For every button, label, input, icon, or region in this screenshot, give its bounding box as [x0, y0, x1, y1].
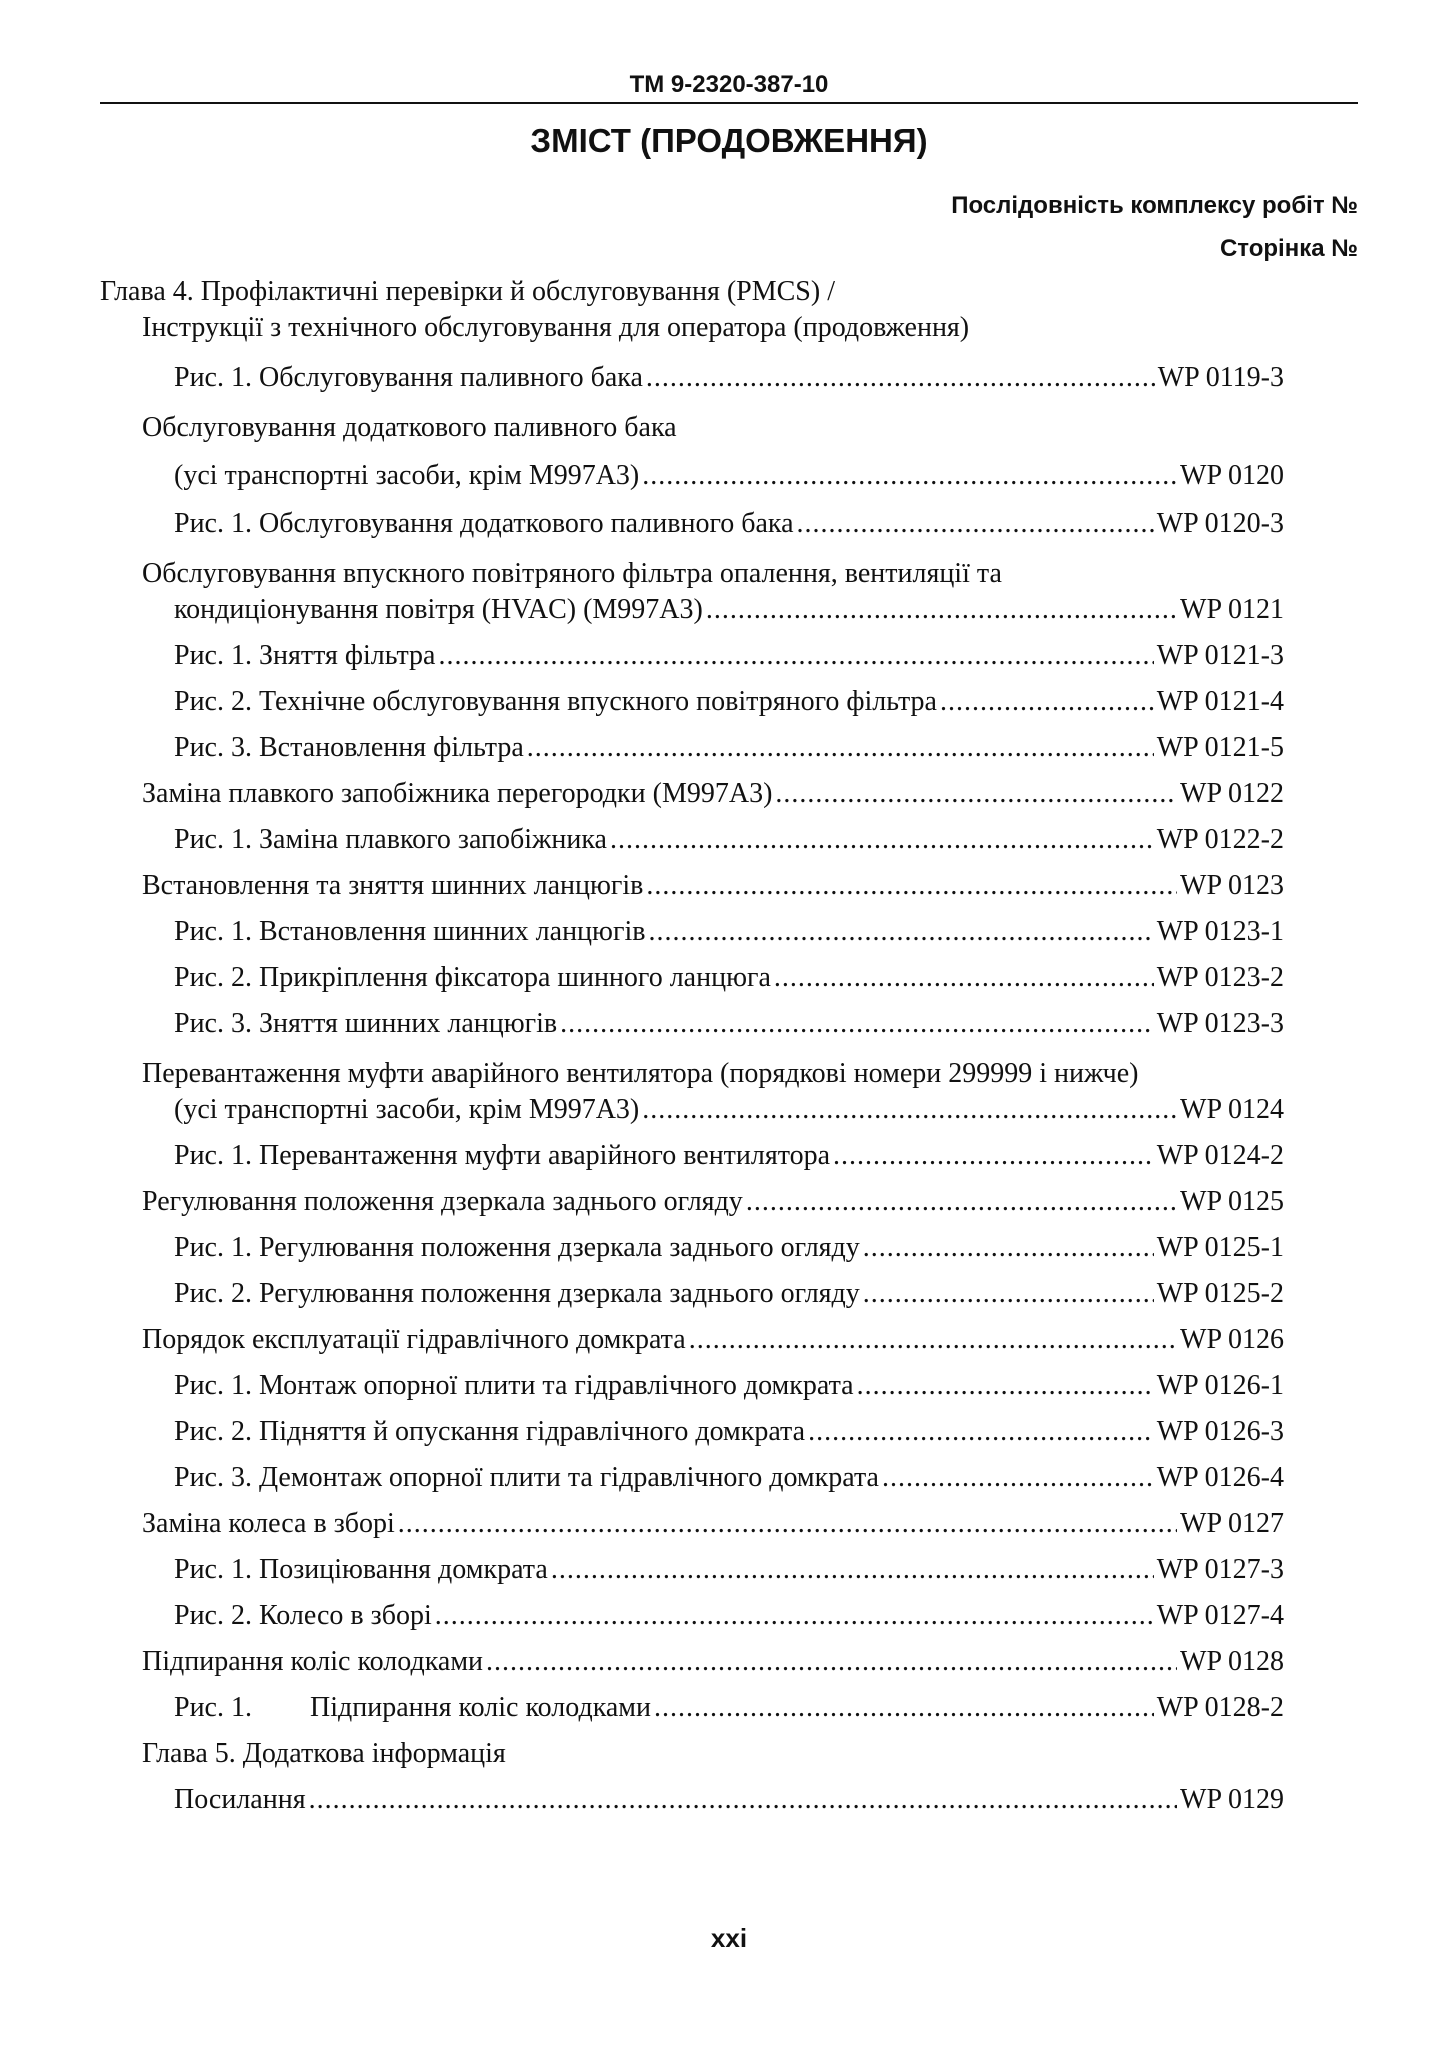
- toc-entry-page: WP 0122: [1180, 778, 1284, 809]
- dot-leader: [940, 684, 1154, 720]
- toc-entry-page: WP 0119-3: [1157, 362, 1284, 393]
- chapter-subheading: Інструкції з технічного обслуговування для оператора (продовження): [142, 312, 970, 343]
- figure-number: Рис. 1.: [174, 1692, 252, 1723]
- toc-entry-page: WP 0126-4: [1156, 1462, 1284, 1493]
- toc-entry[interactable]: [142, 868, 1284, 904]
- toc-entry-title: [174, 1690, 651, 1726]
- chapter-heading: Глава 5. Додаткова інформація: [142, 1738, 506, 1769]
- toc-entry-page: WP 0123-2: [1156, 962, 1284, 993]
- toc-entry[interactable]: [174, 1230, 1284, 1266]
- toc-entry-page: WP 0123-3: [1156, 1008, 1284, 1039]
- toc-entry[interactable]: [142, 1644, 1284, 1680]
- toc-entry-title: Посилання: [174, 1784, 306, 1815]
- toc-entry-page: WP 0127-4: [1156, 1600, 1284, 1631]
- toc-entry[interactable]: [174, 1460, 1284, 1496]
- toc-entry[interactable]: [174, 1006, 1284, 1042]
- toc-entry-title: Рис. 3. Зняття шинних ланцюгів: [174, 1008, 558, 1039]
- toc-entry-page: WP 0125: [1180, 1186, 1284, 1217]
- toc-entry[interactable]: [142, 776, 1284, 812]
- dot-leader: [486, 1644, 1177, 1680]
- toc-entry-title: Рис. 2. Колесо в зборі: [174, 1600, 432, 1631]
- toc-entry-page: WP 0126-1: [1156, 1370, 1284, 1401]
- dot-leader: [646, 868, 1177, 904]
- toc-entry[interactable]: [174, 730, 1284, 766]
- toc-entry-page: WP 0125-2: [1156, 1278, 1284, 1309]
- toc-entry[interactable]: [174, 1598, 1284, 1634]
- toc-entry-title: Рис. 2. Підняття й опускання гідравлічного домкрата: [174, 1416, 806, 1447]
- dot-leader: [654, 1690, 1154, 1726]
- toc-entry-title: Заміна колеса в зборі: [142, 1508, 395, 1539]
- dot-leader: [689, 1322, 1177, 1358]
- toc-entry-title: Рис. 1. Перевантаження муфти аварійного вентилятора: [174, 1140, 831, 1171]
- toc-section-title: Обслуговування додаткового паливного бака: [142, 412, 677, 443]
- dot-leader: [863, 1276, 1154, 1312]
- document-number: TM 9-2320-387-10: [629, 71, 829, 98]
- page-number: xxi: [710, 1923, 748, 1953]
- toc-entry[interactable]: [174, 592, 1284, 628]
- dot-leader: [863, 1230, 1154, 1266]
- dot-leader: [857, 1368, 1154, 1404]
- toc-entry[interactable]: [142, 1506, 1284, 1542]
- toc-entry-page: WP 0126: [1180, 1324, 1284, 1355]
- toc-entry-page: WP 0127: [1180, 1508, 1284, 1539]
- toc-entry-title: (усі транспортні засоби, крім M997A3): [174, 460, 640, 491]
- toc-entry-page: WP 0124: [1180, 1094, 1284, 1125]
- toc-entry[interactable]: [174, 1368, 1284, 1404]
- toc-entry-title: Рис. 2. Технічне обслуговування впускного повітряного фільтра: [174, 686, 937, 717]
- dot-leader: [774, 960, 1154, 996]
- toc-entry-title: Рис. 1. Позиціювання домкрата: [174, 1554, 548, 1585]
- chapter-heading: Глава 4. Профілактичні перевірки й обслуговування (PMCS) /: [100, 276, 835, 307]
- toc-entry-page: WP 0121-5: [1156, 732, 1284, 763]
- toc-entry-title: Рис. 1. Встановлення шинних ланцюгів: [174, 916, 646, 947]
- toc-entry-title: Рис. 3. Демонтаж опорної плити та гідравлічного домкрата: [174, 1462, 879, 1493]
- dot-leader: [438, 638, 1153, 674]
- toc-entry-title: Регулювання положення дзеркала заднього огляду: [142, 1186, 743, 1217]
- toc-entry-title: Рис. 1. Зняття фільтра: [174, 640, 436, 671]
- toc-entry[interactable]: [174, 1552, 1284, 1588]
- dot-leader: [610, 822, 1154, 858]
- toc-entry-page: WP 0124-2: [1156, 1140, 1284, 1171]
- toc-entry-page: WP 0126-3: [1156, 1416, 1284, 1447]
- header-rule: [100, 102, 1358, 104]
- column-header-sequence: Послідовність комплексу робіт №: [951, 192, 1358, 219]
- toc-entry-page: WP 0127-3: [1156, 1554, 1284, 1585]
- dot-leader: [833, 1138, 1154, 1174]
- figure-caption: Підпирання коліс колодками: [309, 1692, 652, 1723]
- toc-entry[interactable]: [174, 684, 1284, 720]
- toc-entry-page: WP 0128-2: [1156, 1692, 1284, 1723]
- toc-entry-title: Порядок експлуатації гідравлічного домкрата: [142, 1324, 686, 1355]
- dot-leader: [642, 1092, 1177, 1128]
- toc-entry-title: Рис. 1. Обслуговування додаткового паливного бака: [174, 508, 794, 539]
- column-header-page: Сторінка №: [1219, 235, 1358, 262]
- dot-leader: [560, 1006, 1154, 1042]
- toc-entry-page: WP 0121-4: [1156, 686, 1284, 717]
- dot-leader: [706, 592, 1177, 628]
- toc-entry-title: Рис. 1. Монтаж опорної плити та гідравлічного домкрата: [174, 1370, 854, 1401]
- toc-entry-title: Рис. 1. Заміна плавкого запобіжника: [174, 824, 607, 855]
- dot-leader: [646, 360, 1155, 396]
- dot-leader: [527, 730, 1154, 766]
- dot-leader: [435, 1598, 1154, 1634]
- toc-entry[interactable]: [174, 1092, 1284, 1128]
- toc-entry-title: Рис. 1. Регулювання положення дзеркала заднього огляду: [174, 1232, 860, 1263]
- dot-leader: [775, 776, 1177, 812]
- toc-entry[interactable]: [174, 1782, 1284, 1818]
- toc-entry[interactable]: [174, 1690, 1284, 1726]
- toc-entry[interactable]: [174, 960, 1284, 996]
- toc-entry-title: (усі транспортні засоби, крім M997A3): [174, 1094, 640, 1125]
- toc-entry[interactable]: [174, 1138, 1284, 1174]
- toc-entry-page: WP 0129: [1180, 1784, 1284, 1815]
- dot-leader: [642, 458, 1177, 494]
- toc-entry-page: WP 0128: [1180, 1646, 1284, 1677]
- dot-leader: [746, 1184, 1177, 1220]
- dot-leader: [882, 1460, 1154, 1496]
- toc-entry-page: WP 0123-1: [1156, 916, 1284, 947]
- toc-entry[interactable]: [174, 914, 1284, 950]
- toc-entry[interactable]: [142, 1184, 1284, 1220]
- dot-leader: [808, 1414, 1154, 1450]
- toc-entry[interactable]: [142, 1322, 1284, 1358]
- toc-entry[interactable]: [174, 638, 1284, 674]
- toc-entry-page: WP 0120: [1180, 460, 1284, 491]
- toc-entry-title: Заміна плавкого запобіжника перегородки (M997A3): [142, 778, 773, 809]
- toc-entry[interactable]: [174, 360, 1284, 396]
- dot-leader: [551, 1552, 1154, 1588]
- toc-entry[interactable]: [174, 506, 1284, 542]
- toc-entry-title: Підпирання коліс колодками: [142, 1646, 484, 1677]
- toc-section-title: Обслуговування впускного повітряного фільтра опалення, вентиляції та: [142, 558, 1002, 589]
- toc-entry[interactable]: [174, 1414, 1284, 1450]
- dot-leader: [648, 914, 1153, 950]
- toc-entry-title: Рис. 3. Встановлення фільтра: [174, 732, 524, 763]
- toc-entry-title: Рис. 1. Обслуговування паливного бака: [174, 362, 643, 393]
- toc-entry[interactable]: [174, 822, 1284, 858]
- toc-entry-page: WP 0121-3: [1156, 640, 1284, 671]
- toc-entry[interactable]: [174, 1276, 1284, 1312]
- toc-entry-page: WP 0123: [1180, 870, 1284, 901]
- toc-entry-page: WP 0120-3: [1156, 508, 1284, 539]
- dot-leader: [797, 506, 1154, 542]
- toc-entry-page: WP 0125-1: [1156, 1232, 1284, 1263]
- toc-entry-page: WP 0122-2: [1156, 824, 1284, 855]
- dot-leader: [309, 1782, 1177, 1818]
- toc-entry-title: Рис. 2. Прикріплення фіксатора шинного ланцюга: [174, 962, 771, 993]
- dot-leader: [398, 1506, 1177, 1542]
- toc-entry-title: кондиціонування повітря (HVAC) (M997A3): [174, 594, 703, 625]
- toc-section-title: Перевантаження муфти аварійного вентилятора (порядкові номери 299999 і нижче): [142, 1058, 1139, 1089]
- toc-entry-page: WP 0121: [1180, 594, 1284, 625]
- toc-entry[interactable]: [174, 458, 1284, 494]
- toc-entry-title: Рис. 2. Регулювання положення дзеркала заднього огляду: [174, 1278, 860, 1309]
- toc-entry-title: Встановлення та зняття шинних ланцюгів: [142, 870, 644, 901]
- page-title: ЗМІСТ (ПРОДОВЖЕННЯ): [530, 122, 928, 159]
